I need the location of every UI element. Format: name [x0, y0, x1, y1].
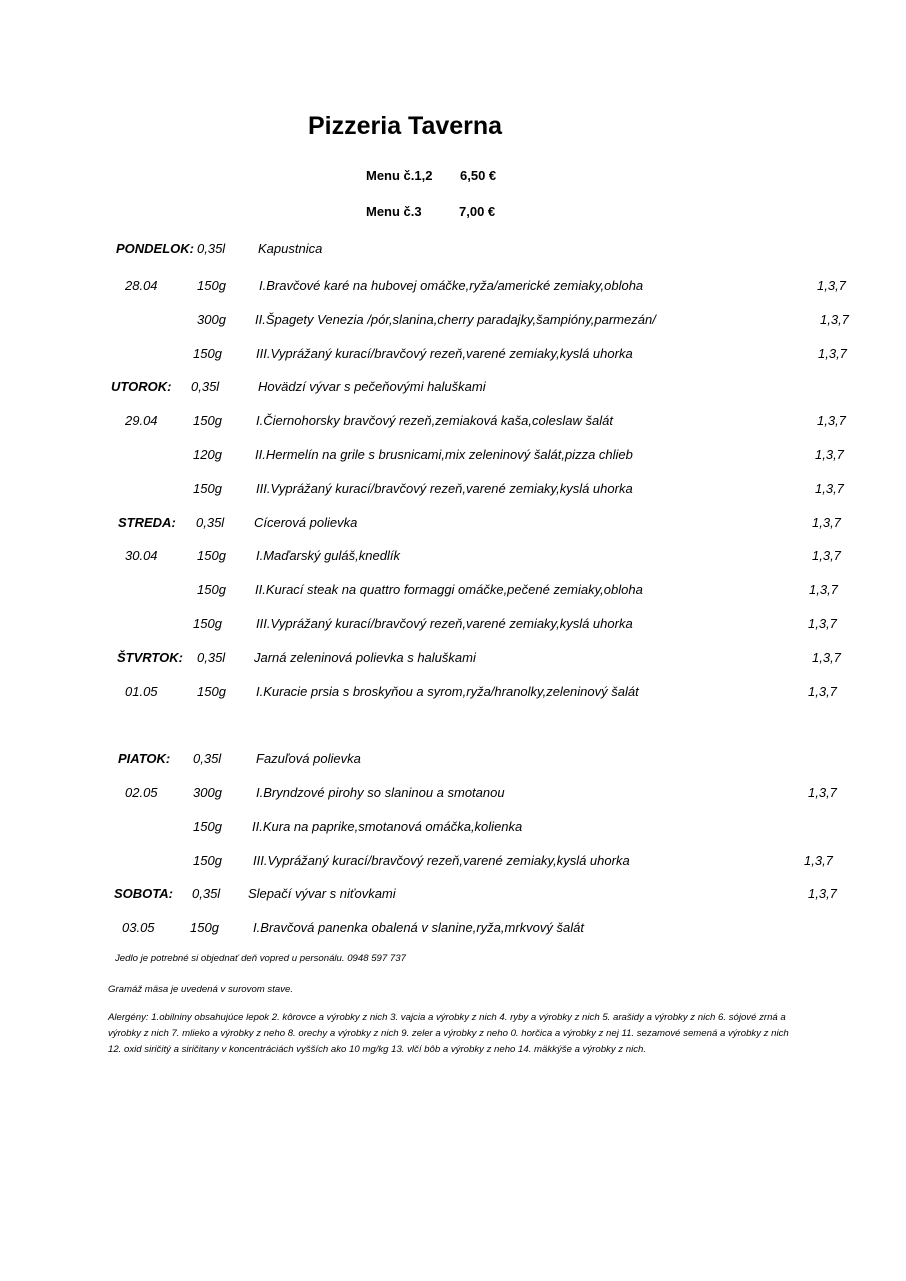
weight-note: Gramáž mäsa je uvedená v surovom stave.: [108, 984, 294, 995]
allergens-note: Alergény: 1.obilniny obsahujúce lepok 2. kôrovce a výrobky z nich 3. vajcia a výrobky z nich 4. ryby a výrobky z nich 5. arašidy a výrobky z nich 6. sójové zrná a výrobky z nich 7. mlieko a výrobky z neho 8. orechy a výrobky z nich 9. zeler a výrobky z neho 0. horčica a výrobky z nej 11. sezamové semená a výrobky z nich 12. oxid siričitý a siričitany v koncentráciách vyšších ako 10 mg/kg 13. vlčí bôb a výrobky z neho 14. mäkkýše a výrobky z nich.: [108, 1012, 789, 1055]
dish-name: II.Kurací steak na quattro formaggi omáčke,pečené zemiaky,obloha: [255, 582, 643, 597]
portion-size: 150g: [193, 346, 222, 361]
portion-size: 150g: [193, 413, 222, 428]
portion-size: 0,35l: [192, 886, 221, 901]
menu-3-price: 7,00 €: [459, 204, 496, 219]
dish-name: I.Bryndzové pirohy so slaninou a smotanou: [256, 785, 505, 800]
portion-size: 150g: [197, 684, 226, 699]
dish-name: I.Bravčové karé na hubovej omáčke,ryža/americké zemiaky,obloha: [259, 278, 644, 293]
allergen-codes: 1,3,7: [808, 684, 837, 699]
portion-size: 150g: [193, 616, 222, 631]
portion-size: 150g: [190, 920, 219, 935]
portion-size: 300g: [197, 312, 226, 327]
day-label: PIATOK:: [118, 751, 171, 766]
menu-1-2-price: 6,50 €: [460, 168, 497, 183]
day-label: ŠTVRTOK:: [117, 650, 183, 665]
dish-name: Cícerová polievka: [254, 515, 358, 530]
dish-name: III.Vyprážaný kurací/bravčový rezeň,varené zemiaky,kyslá uhorka: [256, 346, 633, 361]
allergen-codes: 1,3,7: [812, 548, 841, 563]
portion-size: 300g: [193, 785, 222, 800]
portion-size: 150g: [193, 481, 222, 496]
allergen-codes: 1,3,7: [808, 616, 837, 631]
dish-name: II.Kura na paprike,smotanová omáčka,kolienka: [252, 819, 523, 834]
allergen-codes: 1,3,7: [812, 650, 841, 665]
dish-name: I.Bravčová panenka obalená v slanine,ryža,mrkvový šalát: [253, 920, 584, 935]
dish-name: III.Vyprážaný kurací/bravčový rezeň,varené zemiaky,kyslá uhorka: [256, 616, 633, 631]
dish-name: Slepačí vývar s niťovkami: [248, 886, 396, 901]
dish-name: Fazuľová polievka: [256, 751, 361, 766]
portion-size: 150g: [197, 278, 226, 293]
allergen-codes: 1,3,7: [820, 312, 849, 327]
allergen-codes: 1,3,7: [815, 447, 844, 462]
dish-name: I.Kuracie prsia s broskyňou a syrom,ryža/hranolky,zeleninový šalát: [256, 684, 639, 699]
order-note: Jedlo je potrebné si objednať deň vopred u personálu. 0948 597 737: [115, 953, 406, 964]
menu-3-label: Menu č.3: [366, 204, 422, 219]
allergen-codes: 1,3,7: [809, 582, 838, 597]
dish-name: I.Maďarský guláš,knedlík: [256, 548, 400, 563]
allergen-codes: 1,3,7: [804, 853, 833, 868]
dish-name: III.Vyprážaný kurací/bravčový rezeň,varené zemiaky,kyslá uhorka: [256, 481, 633, 496]
dish-name: Jarná zeleninová polievka s haluškami: [254, 650, 476, 665]
portion-size: 150g: [197, 548, 226, 563]
date-label: 30.04: [125, 548, 158, 563]
portion-size: 150g: [197, 582, 226, 597]
page-title: Pizzeria Taverna: [308, 112, 503, 140]
allergen-codes: 1,3,7: [817, 278, 846, 293]
day-label: UTOROK:: [111, 379, 172, 394]
allergen-codes: 1,3,7: [808, 785, 837, 800]
dish-name: II.Špagety Venezia /pór,slanina,cherry paradajky,šampióny,parmezán/: [255, 312, 656, 327]
date-label: 03.05: [122, 920, 155, 935]
portion-size: 0,35l: [197, 650, 226, 665]
date-label: 28.04: [125, 278, 158, 293]
dish-name: I.Čiernohorsky bravčový rezeň,zemiaková kaša,coleslaw šalát: [256, 413, 613, 428]
allergen-codes: 1,3,7: [818, 346, 847, 361]
allergen-codes: 1,3,7: [812, 515, 841, 530]
portion-size: 0,35l: [196, 515, 225, 530]
day-label: SOBOTA:: [114, 886, 173, 901]
day-label: PONDELOK:: [116, 241, 194, 256]
portion-size: 150g: [193, 853, 222, 868]
portion-size: 0,35l: [197, 241, 226, 256]
portion-size: 120g: [193, 447, 222, 462]
dish-name: Hovädzí vývar s pečeňovými haluškami: [258, 379, 486, 394]
dish-name: II.Hermelín na grile s brusnicami,mix zeleninový šalát,pizza chlieb: [255, 447, 633, 462]
dish-name: III.Vyprážaný kurací/bravčový rezeň,varené zemiaky,kyslá uhorka: [253, 853, 630, 868]
day-label: STREDA:: [118, 515, 176, 530]
portion-size: 0,35l: [193, 751, 222, 766]
dish-name: Kapustnica: [258, 241, 323, 256]
portion-size: 0,35l: [191, 379, 220, 394]
portion-size: 150g: [193, 819, 222, 834]
date-label: 29.04: [125, 413, 158, 428]
date-label: 02.05: [125, 785, 158, 800]
allergen-codes: 1,3,7: [808, 886, 837, 901]
menu-1-2-label: Menu č.1,2: [366, 168, 433, 183]
date-label: 01.05: [125, 684, 158, 699]
allergen-codes: 1,3,7: [815, 481, 844, 496]
allergen-codes: 1,3,7: [817, 413, 846, 428]
